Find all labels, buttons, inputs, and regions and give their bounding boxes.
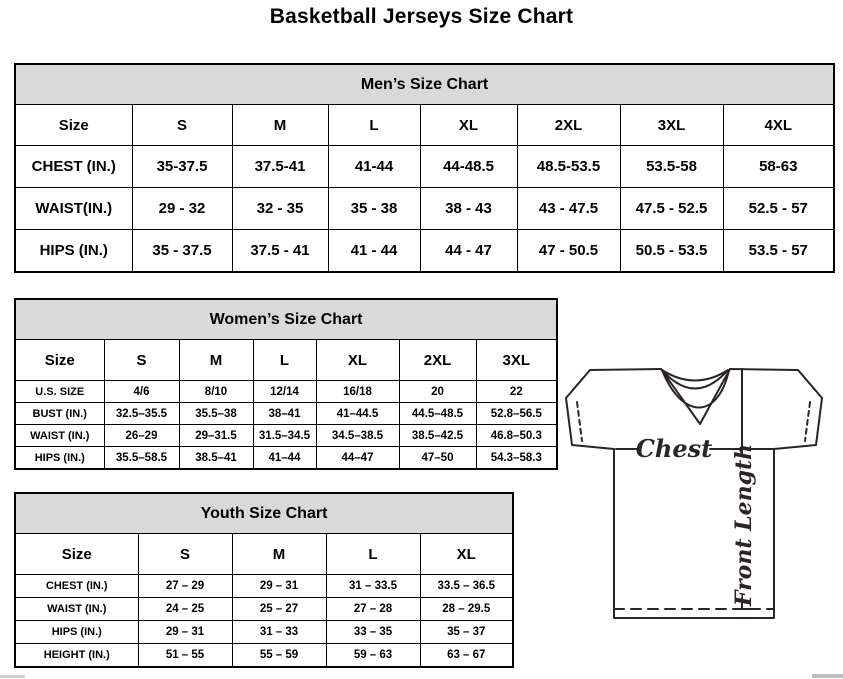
youth-size-table [14,492,514,668]
column-header: M [179,340,253,381]
size-value: 53.5-58 [620,146,723,188]
size-value: 28 – 29.5 [420,598,513,621]
column-header: 2XL [399,340,476,381]
size-value: 38–41 [253,403,316,425]
size-value: 25 – 27 [232,598,326,621]
men-chart-title-row [15,64,834,105]
chest-label: Chest [635,434,713,463]
page-title: Basketball Jerseys Size Chart [269,5,574,28]
size-value: 46.8–50.3 [476,425,557,447]
size-value: 27 – 29 [138,575,232,598]
size-value: 16/18 [316,381,399,403]
size-value: 27 – 28 [326,598,420,621]
jersey-diagram [558,358,843,628]
table-row [15,425,557,447]
mens-size-chart [14,63,833,273]
size-value: 41-44 [328,146,420,188]
column-header: XL [420,105,517,146]
womens-size-chart [14,298,556,470]
size-value: 38.5–41 [179,447,253,470]
size-value: 47–50 [399,447,476,470]
youth-chart-title-row [15,493,513,534]
size-value: 31.5–34.5 [253,425,316,447]
table-row [15,447,557,470]
size-value: 29 – 31 [232,575,326,598]
youth-header-row [15,534,513,575]
size-value: 59 – 63 [326,644,420,668]
women-chart-title: Women’s Size Chart [15,299,557,340]
row-label: WAIST(IN.) [15,188,132,230]
size-value: 29 - 32 [132,188,232,230]
table-row [15,598,513,621]
size-value: 55 – 59 [232,644,326,668]
size-value: 35.5–38 [179,403,253,425]
size-value: 33.5 – 36.5 [420,575,513,598]
size-value: 32 - 35 [232,188,328,230]
table-row [15,621,513,644]
size-value: 53.5 - 57 [723,230,834,273]
front-length-label: Front Length [731,443,757,607]
column-header: S [138,534,232,575]
row-label: CHEST (IN.) [15,146,132,188]
size-value: 52.5 - 57 [723,188,834,230]
column-header: XL [316,340,399,381]
size-value: 35 - 37.5 [132,230,232,273]
size-value: 35-37.5 [132,146,232,188]
size-value: 41–44.5 [316,403,399,425]
size-value: 38 - 43 [420,188,517,230]
women-header-row [15,340,557,381]
table-row [15,644,513,668]
mens-size-table [14,63,835,273]
column-header: L [328,105,420,146]
size-value: 22 [476,381,557,403]
row-label: WAIST (IN.) [15,598,138,621]
table-row [15,403,557,425]
size-value: 29–31.5 [179,425,253,447]
column-header: L [253,340,316,381]
size-value: 31 – 33.5 [326,575,420,598]
size-value: 54.3–58.3 [476,447,557,470]
table-row [15,146,834,188]
size-value: 34.5–38.5 [316,425,399,447]
size-value: 63 – 67 [420,644,513,668]
column-header: M [232,534,326,575]
size-value: 4/6 [104,381,179,403]
size-value: 29 – 31 [138,621,232,644]
men-chart-title: Men’s Size Chart [15,64,834,105]
size-value: 44 - 47 [420,230,517,273]
size-value: 20 [399,381,476,403]
size-value: 33 – 35 [326,621,420,644]
youth-chart-title: Youth Size Chart [15,493,513,534]
size-value: 37.5-41 [232,146,328,188]
men-header-row [15,105,834,146]
size-value: 44-48.5 [420,146,517,188]
column-header: S [132,105,232,146]
row-label: WAIST (IN.) [15,425,104,447]
size-value: 47 - 50.5 [517,230,620,273]
column-header: Size [15,534,138,575]
size-value: 58-63 [723,146,834,188]
size-value: 35 - 38 [328,188,420,230]
column-header: 3XL [620,105,723,146]
size-value: 26–29 [104,425,179,447]
column-header: 2XL [517,105,620,146]
table-row [15,188,834,230]
size-value: 51 – 55 [138,644,232,668]
row-label: HEIGHT (IN.) [15,644,138,668]
size-value: 48.5-53.5 [517,146,620,188]
table-row [15,230,834,273]
womens-size-table [14,298,558,470]
column-header: L [326,534,420,575]
size-value: 31 – 33 [232,621,326,644]
size-value: 8/10 [179,381,253,403]
column-header: S [104,340,179,381]
column-header: M [232,105,328,146]
youth-size-chart [14,492,512,668]
horizontal-scrollbar-fragment-left[interactable] [0,675,25,678]
size-value: 44–47 [316,447,399,470]
row-label: CHEST (IN.) [15,575,138,598]
size-value: 35.5–58.5 [104,447,179,470]
size-value: 44.5–48.5 [399,403,476,425]
column-header: 4XL [723,105,834,146]
column-header: Size [15,340,104,381]
size-value: 12/14 [253,381,316,403]
size-value: 37.5 - 41 [232,230,328,273]
size-value: 52.8–56.5 [476,403,557,425]
size-value: 32.5–35.5 [104,403,179,425]
column-header: Size [15,105,132,146]
row-label: HIPS (IN.) [15,621,138,644]
row-label: U.S. SIZE [15,381,104,403]
column-header: 3XL [476,340,557,381]
size-value: 24 – 25 [138,598,232,621]
row-label: BUST (IN.) [15,403,104,425]
size-value: 41–44 [253,447,316,470]
row-label: HIPS (IN.) [15,447,104,470]
horizontal-scrollbar-fragment-right[interactable] [812,674,843,678]
column-header: XL [420,534,513,575]
size-value: 43 - 47.5 [517,188,620,230]
size-value: 41 - 44 [328,230,420,273]
size-value: 35 – 37 [420,621,513,644]
size-value: 50.5 - 53.5 [620,230,723,273]
table-row [15,381,557,403]
row-label: HIPS (IN.) [15,230,132,273]
size-value: 38.5–42.5 [399,425,476,447]
table-row [15,575,513,598]
women-chart-title-row [15,299,557,340]
size-value: 47.5 - 52.5 [620,188,723,230]
